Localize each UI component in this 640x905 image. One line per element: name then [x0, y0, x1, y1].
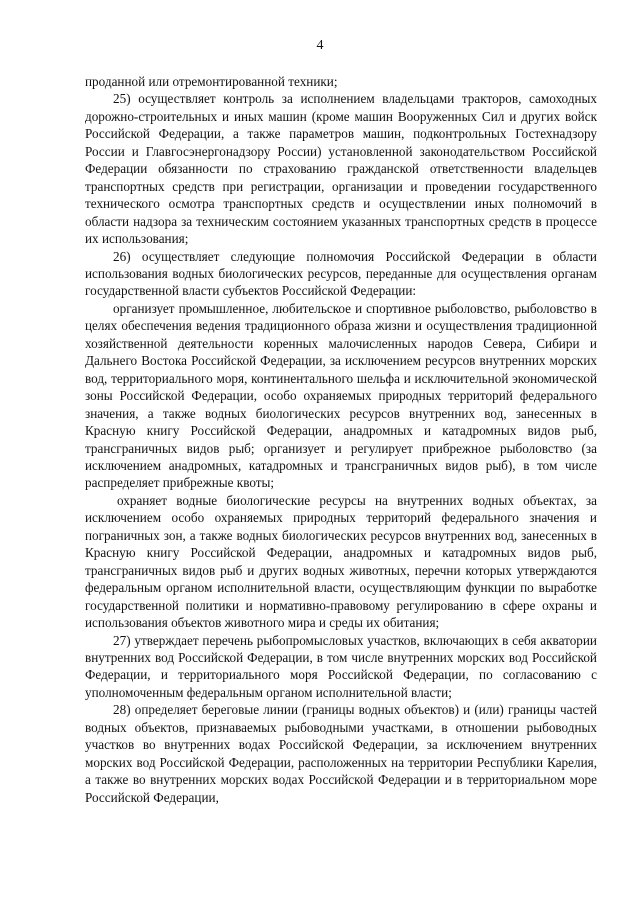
paragraph-item-26-fishing: организует промышленное, любительское и спортивное рыболовство, рыболовство в целях обеспечения ведения традиционного образа жизни и осуществления традиционной хозяйственной деятельности коренных малочисленных народов Севера, Сибири и Дальнего Востока Российской Федерации, за исключением ресурсов внутренних морских вод, территориального моря, континентального шельфа и исключительной экономической зоны Российской Федерации, особо охраняемых природных территорий федерального значения, а также водных биологических ресурсов внутренних вод, занесенных в Красную книгу Российской Федерации, анадромных и катадромных видов рыб, трансграничных видов рыб; организует и регулирует прибрежное рыболовство (за исключением анадромных, катадромных и трансграничных видов рыб), в том числе распределяет прибрежные квоты;: [85, 300, 597, 491]
paragraph-item-27: 27) утверждает перечень рыбопромысловых участков, включающих в себя акватории внутренних вод Российской Федерации, в том числе внутренних морских вод Российской Федерации, и территориального моря Российской Федерации, по согласованию с уполномоченным федеральным органом исполнительной власти;: [85, 632, 597, 700]
document-body: [85, 73, 597, 806]
paragraph-item-28: 28) определяет береговые линии (границы водных объектов) и (или) границы частей водных объектов, признаваемых рыбоводными участками, в отношении рыбоводных участков во внутренних водах Российской Федерации, за исключением внутренних морских вод Российской Федерации, расположенных на территории Республики Карелия, а также во внутренних морских водах Российской Федерации и в территориальном море Российской Федерации,: [85, 702, 597, 805]
paragraph-item-26-protection: охраняет водные биологические ресурсы на внутренних водных объектах, за исключением особо охраняемых природных территорий федерального значения и пограничных зон, а также водных биологических ресурсов внутренних вод, занесенных в Красную книгу Российской Федерации, анадромных и катадромных видов рыб, трансграничных видов рыб и других водных животных, перечни которых утверждаются федеральным органом исполнительной власти, осуществляющим функции по выработке государственной политики и нормативно-правовому регулированию в сфере охраны и использования объектов животного мира и среды их обитания;: [85, 492, 597, 631]
paragraph-continuation: проданной или отремонтированной техники;: [85, 74, 338, 89]
paragraph-item-26: 26) осуществляет следующие полномочия Российской Федерации в области использования водных биологических ресурсов, переданные для осуществления органам государственной власти субъектов Российской Федерации:: [85, 248, 597, 299]
paragraph-item-25: 25) осуществляет контроль за исполнением владельцами тракторов, самоходных дорожно-строительных и иных машин (кроме машин Вооруженных Сил и других войск Российской Федерации, а также параметров машин, подконтрольных Гостехнадзору России и Главгосэнергонадзору России) установленной законодательством Российской Федерации обязанности по страхованию гражданской ответственности владельцев транспортных средств при регистрации, организации и проведении государственного технического осмотра транспортных средств и осуществлении иных полномочий в области надзора за техническим состоянием указанных транспортных средств в процессе их использования;: [85, 91, 597, 247]
page-number: 4: [316, 38, 324, 53]
